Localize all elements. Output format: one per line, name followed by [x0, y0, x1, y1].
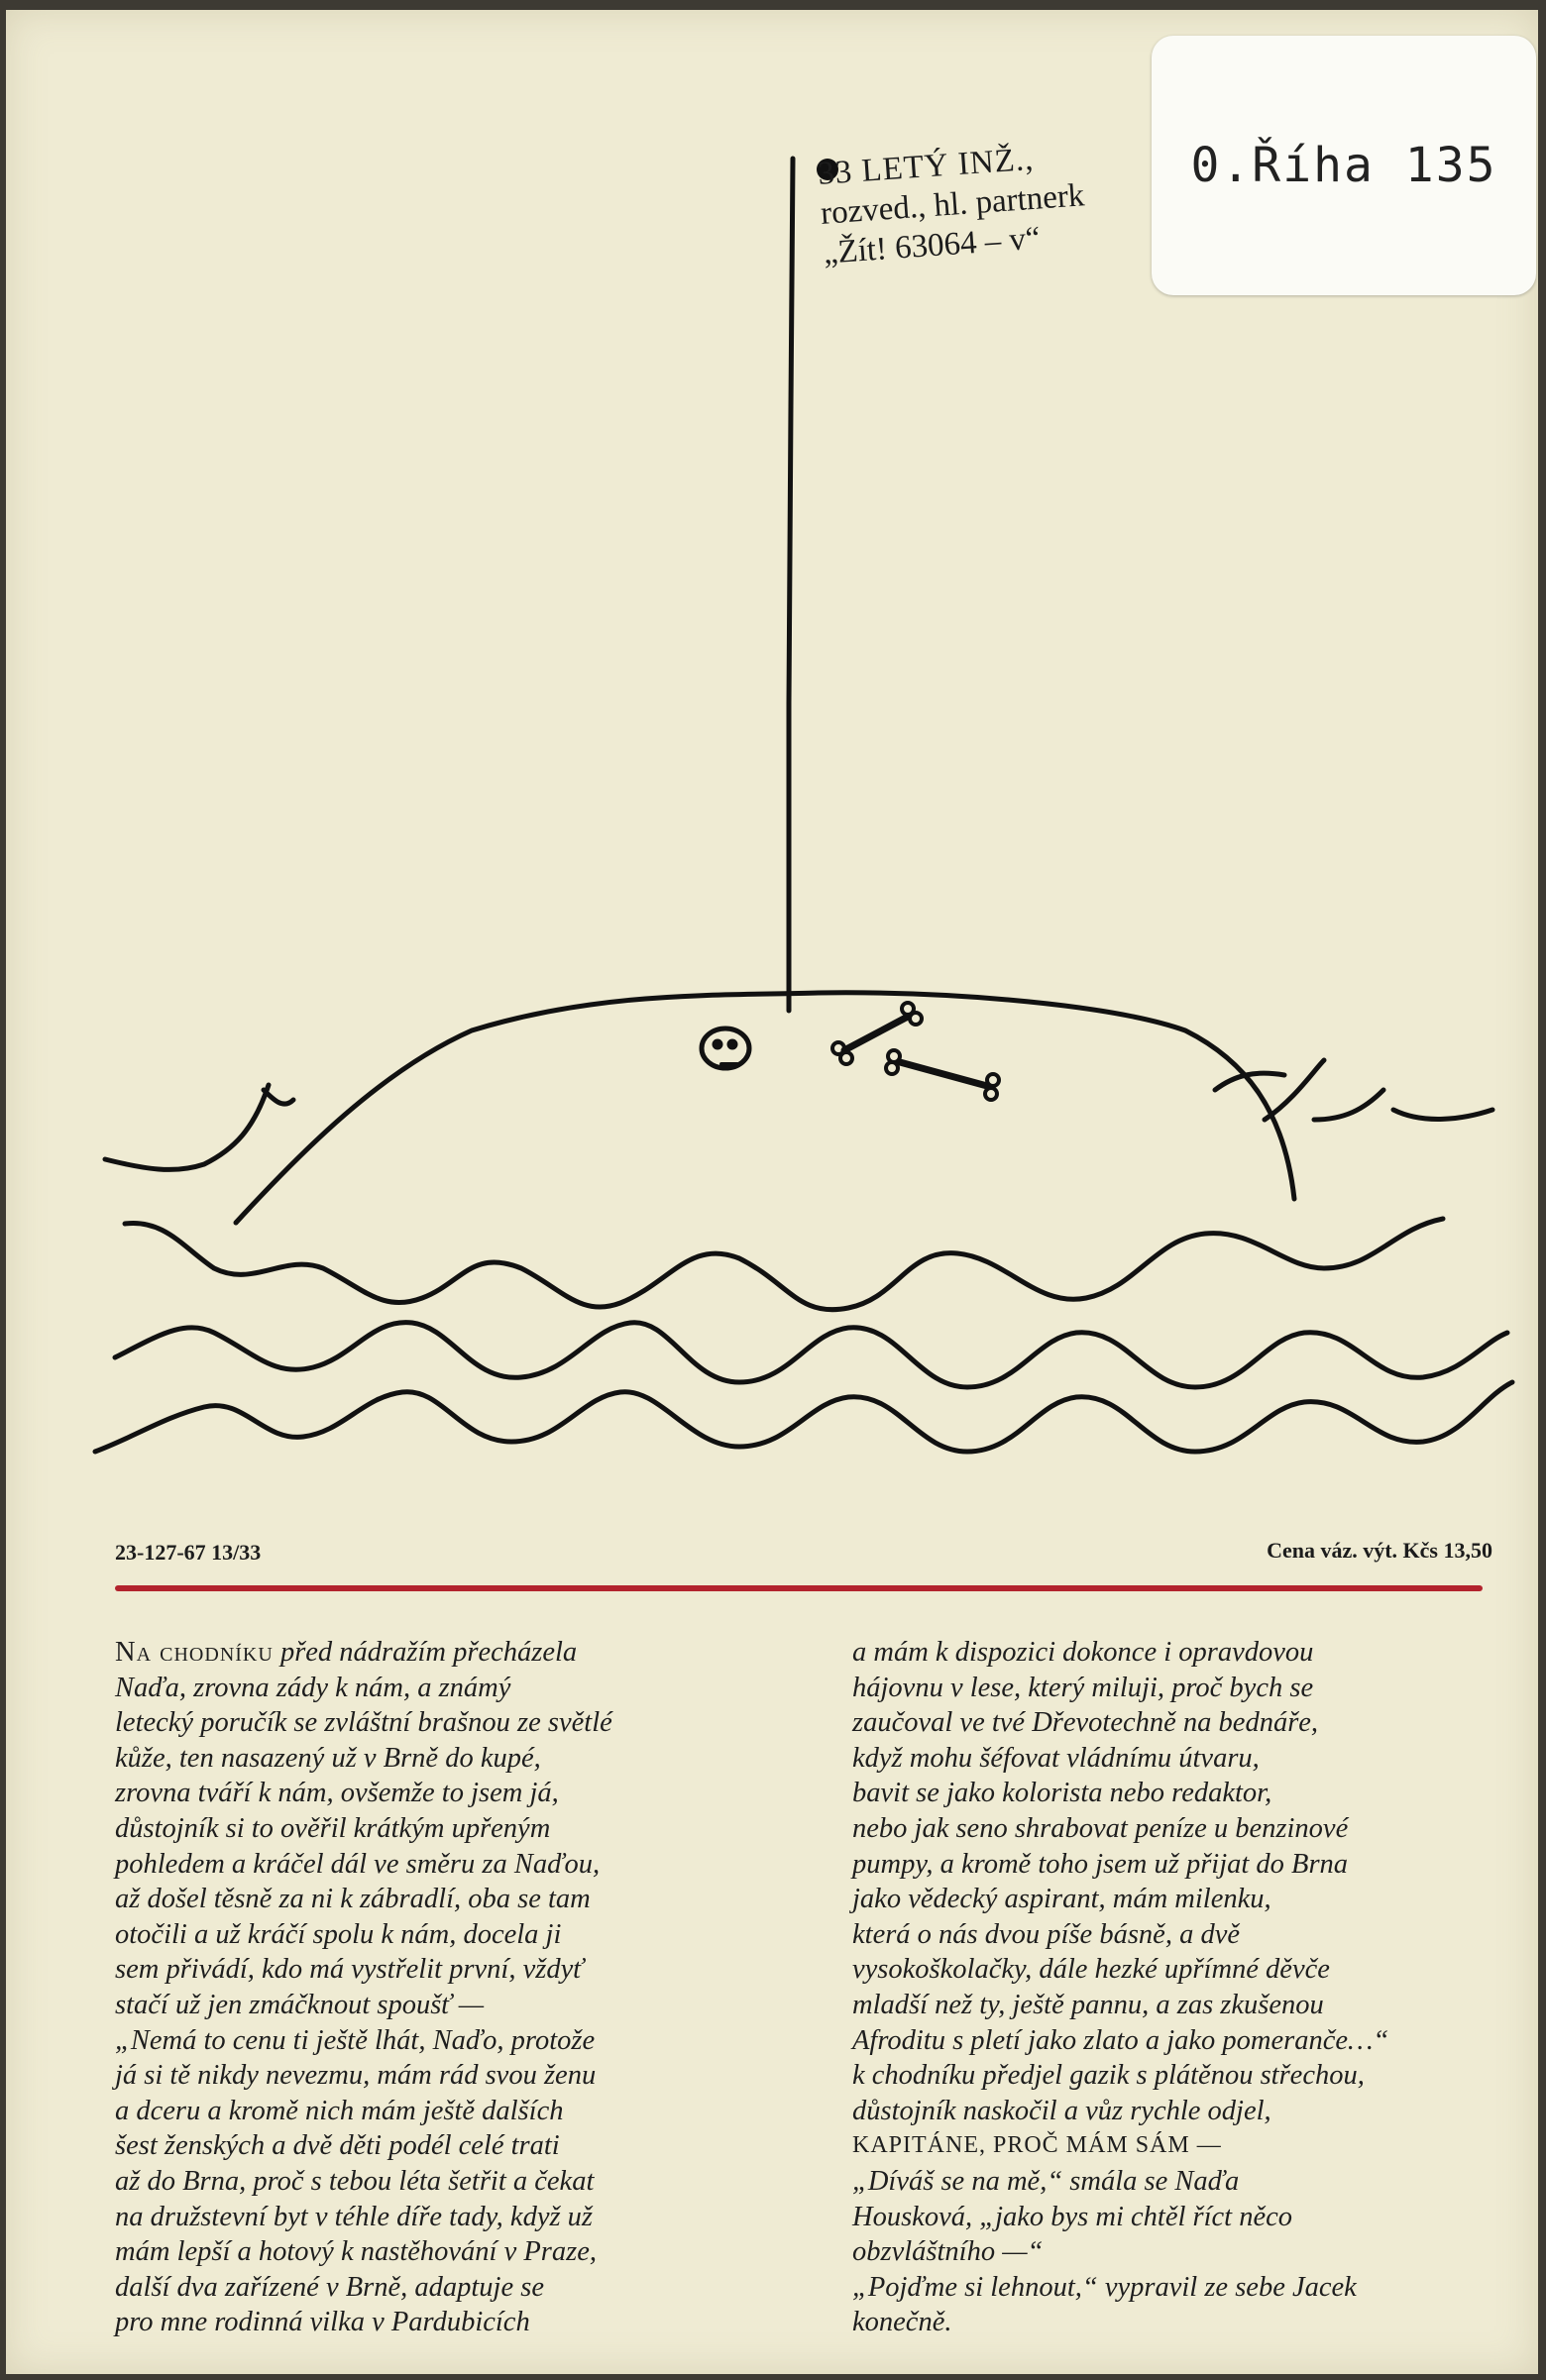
text-line: „Díváš se na mě,“ smála se Naďa [852, 2165, 1240, 2197]
lead-rest: před nádražím přecházela [273, 1637, 578, 1668]
text-line: „Pojďme si lehnout,“ vypravil ze sebe Jacek [852, 2271, 1357, 2303]
text-line: bavit se jako kolorista nebo redaktor, [852, 1778, 1272, 1809]
text-line: otočili a už kráčí spolu k nám, docela ji [115, 1918, 562, 1950]
island-outline [236, 993, 1294, 1223]
ad-line: rozved., hl. partnerk [819, 177, 1086, 232]
text-line: obzvláštního —“ [852, 2236, 1044, 2268]
caps-heading-line: KAPITÁNE, PROČ MÁM SÁM — [852, 2132, 1222, 2159]
publication-code: 23-127-67 13/33 [115, 1540, 262, 1565]
price-text: Cena váz. výt. Kčs 13,50 [1267, 1538, 1492, 1563]
text-line: zrovna tváří k nám, ovšemže to jsem já, [115, 1778, 559, 1809]
wave-row-3 [115, 1323, 1507, 1387]
classified-ad-text [817, 130, 1180, 273]
text-line: důstojník si to ověřil krátkým upřeným [115, 1812, 551, 1844]
text-line: pro mne rodinná vilka v Pardubicích [115, 2307, 530, 2338]
text-line: „Nemá to cenu ti ještě lhát, Naďo, protože [115, 2024, 596, 2056]
text-line: až došel těsně za ni k zábradlí, oba se tam [115, 1884, 591, 1915]
red-divider [115, 1585, 1483, 1591]
wave-row-4 [95, 1382, 1512, 1452]
text-line: konečně. [852, 2307, 952, 2338]
text-line: kůže, ten nasazený už v Brně do kupé, [115, 1742, 541, 1774]
text-line: důstojník naskočil a vůz rychle odjel, [852, 2095, 1271, 2126]
text-line: Housková, „jako bys mi chtěl říct něco [852, 2201, 1293, 2232]
wave-row-1 [105, 1085, 293, 1169]
text-line: jako vědecký aspirant, mám milenku, [852, 1884, 1271, 1915]
text-line: pumpy, a kromě toho jsem už přijat do Brna [852, 1848, 1349, 1880]
text-line: letecký poručík se zvláštní brašnou ze světlé [115, 1707, 612, 1739]
text-line: když mohu šéfovat vládnímu útvaru, [852, 1742, 1260, 1774]
text-line: a mám k dispozici dokonce i opravdovou [852, 1637, 1314, 1668]
text-line: na družstevní byt v téhle díře tady, když už [115, 2201, 594, 2232]
text-line: sem přivádí, kdo má vystřelit první, vždyť [115, 1954, 584, 1986]
wave-row-2 [125, 1219, 1443, 1310]
text-line: a dceru a kromě nich mám ještě dalších [115, 2095, 564, 2126]
book-back-cover [6, 10, 1538, 2374]
text-line: stačí už jen zmáčknout spoušť — [115, 1989, 485, 2020]
text-line: která o nás dvou píše básně, a dvě [852, 1918, 1240, 1950]
ad-line: „Žít! 63064 – v“ [822, 220, 1042, 271]
bone-drawing-2 [886, 1050, 999, 1100]
bone-drawing-1 [832, 1003, 922, 1064]
text-line [115, 1635, 749, 1671]
library-label-text: 0.Říha 135 [1190, 138, 1497, 193]
text-line: zaučoval ve tvé Dřevotechně na bednáře, [852, 1707, 1319, 1739]
skull-drawing [702, 1028, 749, 1068]
text-line: šest ženských a dvě děti podél celé trati [115, 2130, 560, 2162]
ad-line: 33 LETÝ INŽ., [817, 141, 1036, 192]
text-line: pohledem a kráčel dál ve směru za Naďou, [115, 1848, 601, 1880]
text-line: mám lepší a hotový k nastěhování v Praze, [115, 2236, 597, 2268]
text-line: Naďa, zrovna zády k nám, a známý [115, 1672, 511, 1703]
text-line: Afroditu s pletí jako zlato a jako pomeranče…“ [852, 2024, 1389, 2056]
text-line: já si tě nikdy nevezmu, mám rád svou ženu [115, 2060, 597, 2092]
text-line: až do Brna, proč s tebou léta šetřit a čekat [115, 2165, 595, 2197]
flag-pole [789, 159, 793, 1011]
text-line: mladší než ty, ještě pannu, a zas zkušenou [852, 1989, 1324, 2020]
lead-small-caps: Na chodníku [115, 1637, 274, 1668]
library-label [1152, 36, 1536, 295]
text-column-left [115, 1635, 749, 2340]
text-line: další dva zařízené v Brně, adaptuje se [115, 2271, 544, 2303]
text-line: k chodníku předjel gazik s plátěnou střechou, [852, 2060, 1365, 2092]
text-line: hájovnu v lese, který miluji, proč bych se [852, 1672, 1314, 1703]
text-line: vysokoškolačky, dále hezké upřímné děvče [852, 1954, 1330, 1986]
text-line: nebo jak seno shrabovat peníze u benzinové [852, 1812, 1349, 1844]
text-column-right [852, 1635, 1506, 2340]
